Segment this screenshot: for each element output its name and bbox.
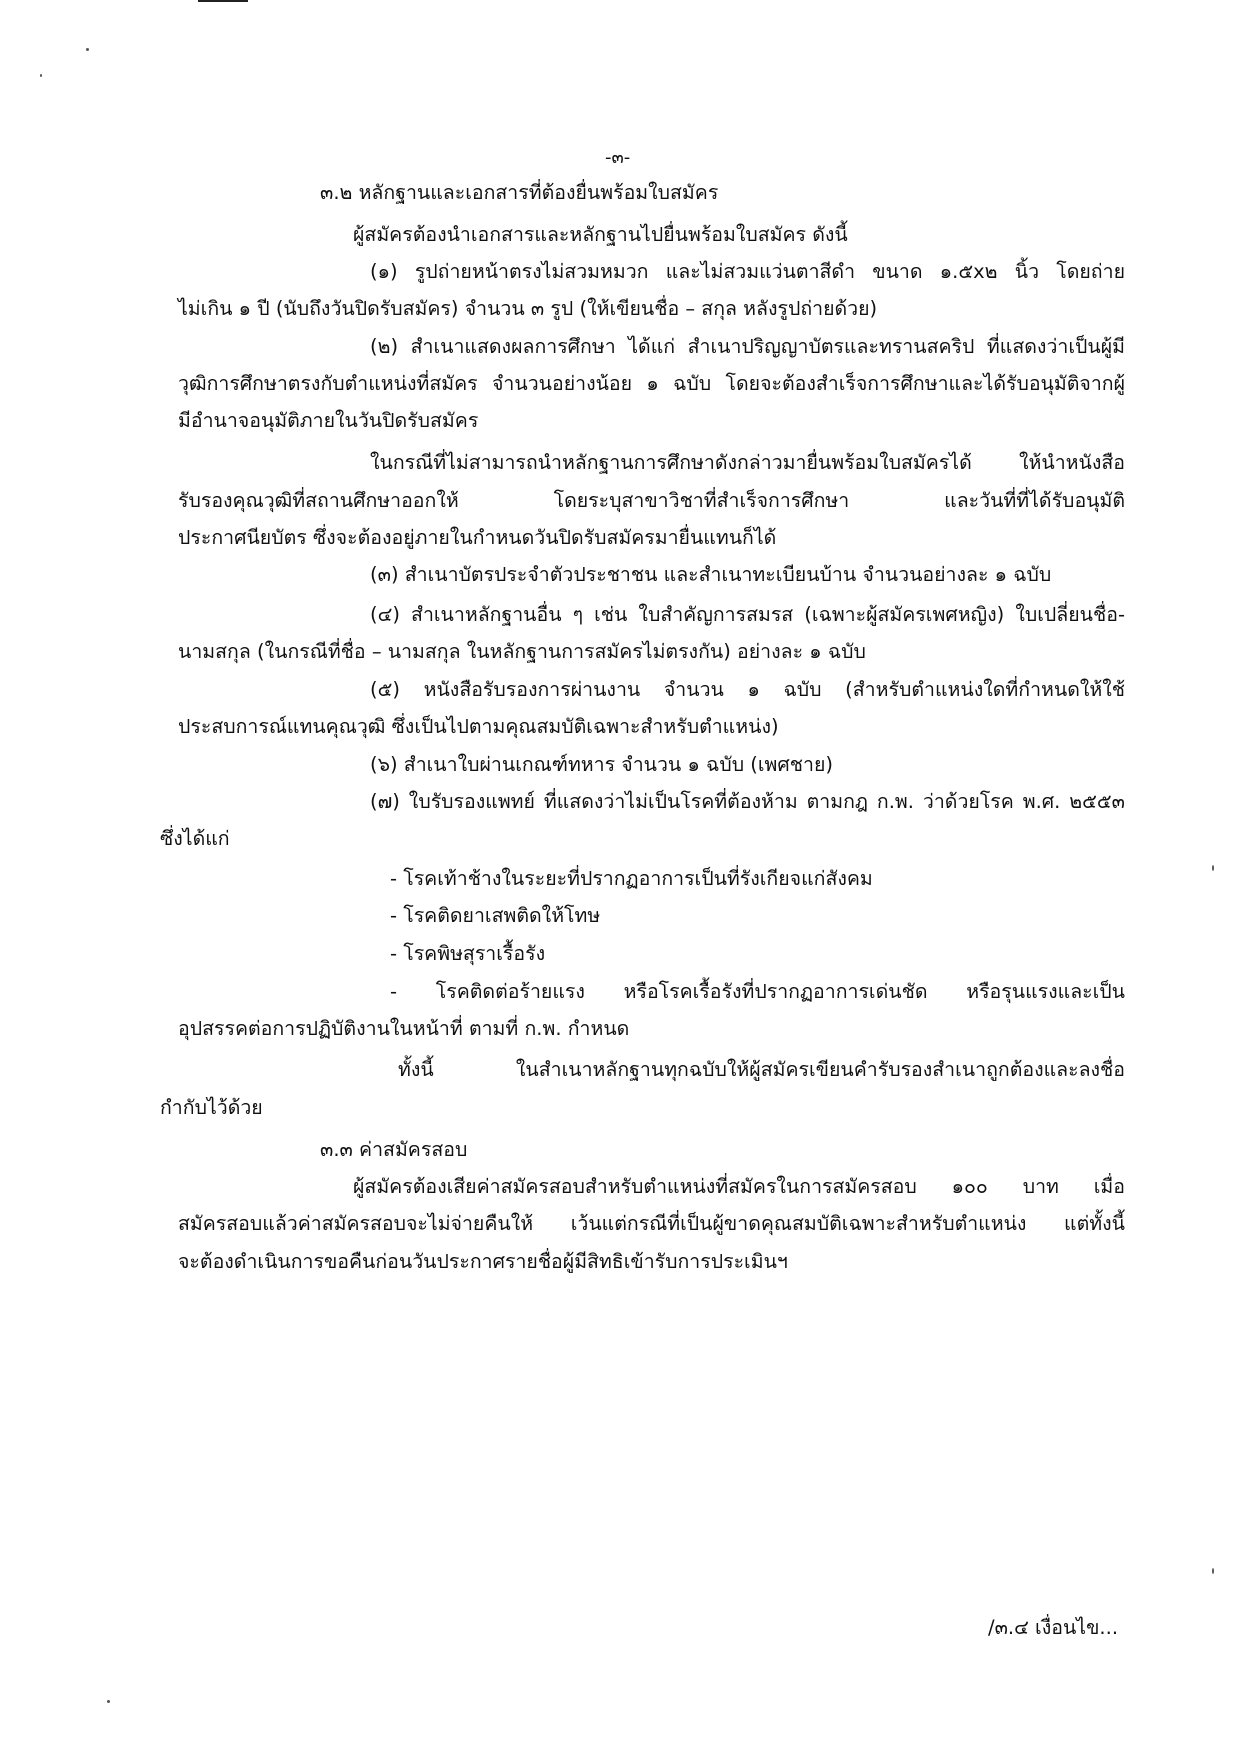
- certify-line-1: ทั้งนี้ ในสำเนาหลักฐานทุกฉบับให้ผู้สมัครเขียนคำรับรองสำเนาถูกต้องและลงชื่อ: [398, 1058, 1125, 1081]
- item-7-line-2: ซึ่งได้แก่: [160, 827, 230, 850]
- section-heading-3-3: ๓.๓ ค่าสมัครสอบ: [320, 1138, 468, 1161]
- intro-paragraph: ผู้สมัครต้องนำเอกสารและหลักฐานไปยื่นพร้อมใบสมัคร ดังนี้: [353, 223, 848, 246]
- item-4-line-2: นามสกุล (ในกรณีที่ชื่อ – นามสกุล ในหลักฐานการสมัครไม่ตรงกัน) อย่างละ ๑ ฉบับ: [178, 640, 866, 663]
- note-line-2: รับรองคุณวุฒิที่สถานศึกษาออกให้ โดยระบุสาขาวิชาที่สำเร็จการศึกษา และวันที่ที่ได้รับอนุมัติ: [178, 489, 1125, 512]
- fee-line-3: จะต้องดำเนินการขอคืนก่อนวันประกาศรายชื่อผู้มีสิทธิเข้ารับการประเมินฯ: [178, 1250, 788, 1273]
- section-heading-3-2: ๓.๒ หลักฐานและเอกสารที่ต้องยื่นพร้อมใบสมัคร: [320, 181, 719, 204]
- scan-speck: [40, 74, 42, 77]
- item-4-line-1: (๔) สำเนาหลักฐานอื่น ๆ เช่น ใบสำคัญการสมรส (เฉพาะผู้สมัครเพศหญิง) ใบเปลี่ยนชื่อ-: [370, 603, 1125, 626]
- item-5-line-1: (๕) หนังสือรับรองการผ่านงาน จำนวน ๑ ฉบับ (สำหรับตำแหน่งใดที่กำหนดให้ใช้: [370, 678, 1125, 701]
- item-2-line-2: วุฒิการศึกษาตรงกับตำแหน่งที่สมัคร จำนวนอย่างน้อย ๑ ฉบับ โดยจะต้องสำเร็จการศึกษาและได้รับอนุมัติจากผู้: [178, 372, 1125, 395]
- certify-line-2: กำกับไว้ด้วย: [160, 1096, 263, 1119]
- item-3: (๓) สำเนาบัตรประจำตัวประชาชน และสำเนาทะเบียนบ้าน จำนวนอย่างละ ๑ ฉบับ: [370, 563, 1052, 586]
- disease-1: - โรคเท้าช้างในระยะที่ปรากฏอาการเป็นที่รังเกียจแก่สังคม: [390, 867, 873, 890]
- item-6: (๖) สำเนาใบผ่านเกณฑ์ทหาร จำนวน ๑ ฉบับ (เพศชาย): [370, 753, 833, 776]
- scan-speck: [107, 1700, 110, 1703]
- item-1-line-2: ไม่เกิน ๑ ปี (นับถึงวันปิดรับสมัคร) จำนวน ๓ รูป (ให้เขียนชื่อ – สกุล หลังรูปถ่ายด้วย): [178, 297, 878, 320]
- scan-speck: [86, 48, 89, 51]
- item-2-line-1: (๒) สำเนาแสดงผลการศึกษา ได้แก่ สำเนาปริญญาบัตรและทรานสคริป ที่แสดงว่าเป็นผู้มี: [370, 335, 1125, 358]
- disease-4-line-2: อุปสรรคต่อการปฏิบัติงานในหน้าที่ ตามที่ ก.พ. กำหนด: [178, 1017, 630, 1040]
- scan-speck: [1212, 1568, 1214, 1574]
- disease-3: - โรคพิษสุราเรื้อรัง: [390, 942, 546, 965]
- item-1-line-1: (๑) รูปถ่ายหน้าตรงไม่สวมหมวก และไม่สวมแว่นตาสีดำ ขนาด ๑.๕x๒ นิ้ว โดยถ่าย: [370, 260, 1125, 283]
- fee-line-2: สมัครสอบแล้วค่าสมัครสอบจะไม่จ่ายคืนให้ เว้นแต่กรณีที่เป็นผู้ขาดคุณสมบัติเฉพาะสำหรับตำแหน่ง แต่ทั้งนี้: [178, 1212, 1125, 1235]
- item-7-line-1: (๗) ใบรับรองแพทย์ ที่แสดงว่าไม่เป็นโรคที่ต้องห้าม ตามกฎ ก.พ. ว่าด้วยโรค พ.ศ. ๒๕๕๓: [370, 790, 1125, 813]
- continuation-note: /๓.๔ เงื่อนไข...: [988, 1616, 1119, 1639]
- disease-2: - โรคติดยาเสพติดให้โทษ: [390, 904, 601, 927]
- page-number: -๓-: [605, 147, 631, 168]
- disease-4-line-1: - โรคติดต่อร้ายแรง หรือโรคเรื้อรังที่ปรากฏอาการเด่นชัด หรือรุนแรงและเป็น: [390, 980, 1125, 1003]
- item-2-line-3: มีอำนาจอนุมัติภายในวันปิดรับสมัคร: [178, 409, 479, 432]
- item-5-line-2: ประสบการณ์แทนคุณวุฒิ ซึ่งเป็นไปตามคุณสมบัติเฉพาะสำหรับตำแหน่ง): [178, 715, 779, 738]
- note-line-3: ประกาศนียบัตร ซึ่งจะต้องอยู่ภายในกำหนดวันปิดรับสมัครมายื่นแทนก็ได้: [178, 526, 777, 549]
- scan-speck: [1212, 865, 1214, 871]
- scan-mark: [198, 0, 248, 2]
- note-line-1: ในกรณีที่ไม่สามารถนำหลักฐานการศึกษาดังกล่าวมายื่นพร้อมใบสมัครได้ ให้นำหนังสือ: [370, 451, 1125, 474]
- fee-line-1: ผู้สมัครต้องเสียค่าสมัครสอบสำหรับตำแหน่งที่สมัครในการสมัครสอบ ๑๐๐ บาท เมื่อ: [353, 1175, 1125, 1198]
